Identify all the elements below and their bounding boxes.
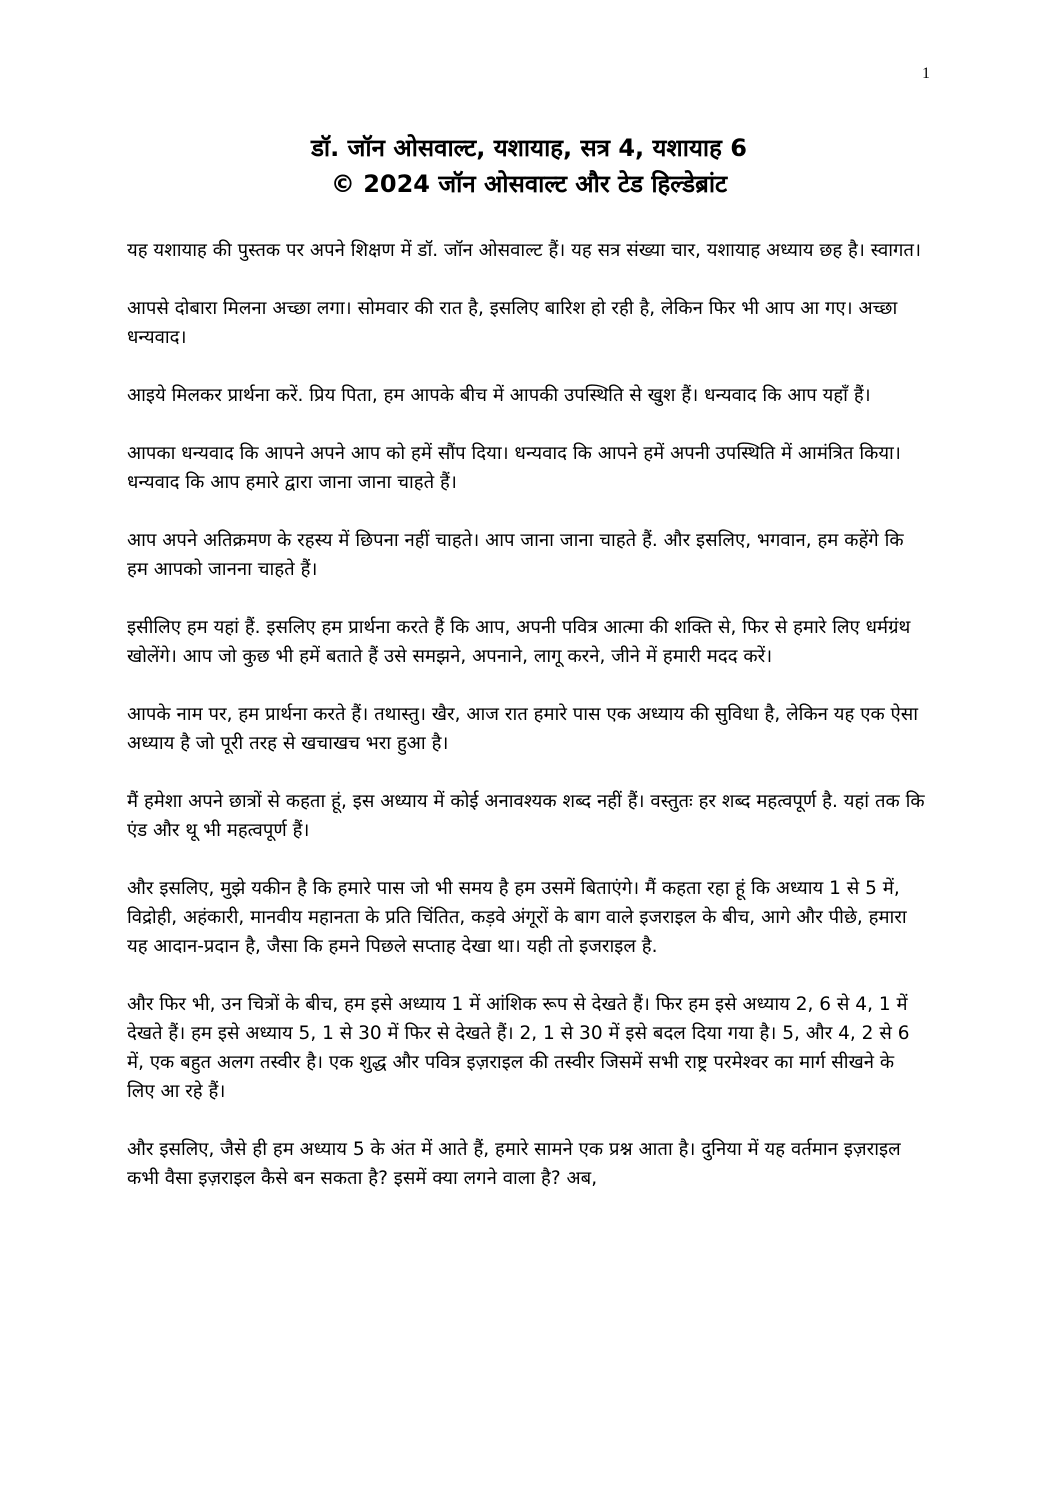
- paragraph: आपसे दोबारा मिलना अच्छा लगा। सोमवार की रात है, इसलिए बारिश हो रही है, लेकिन फिर भी आप आ गए। अच्छा धन्यवाद।: [127, 298, 898, 348]
- paragraph: आप अपने अतिक्रमण के रहस्य में छिपना नहीं चाहते। आप जाना जाना चाहते हैं. और इसलिए, भगवान, हम कहेंगे कि हम आपको जानना चाहते हैं।: [127, 530, 904, 580]
- paragraph: मैं हमेशा अपने छात्रों से कहता हूं, इस अध्याय में कोई अनावश्यक शब्द नहीं हैं। वस्तुतः हर शब्द महत्वपूर्ण है. यहां तक कि एंड और थू भी महत्वपूर्ण हैं।: [127, 791, 925, 841]
- paragraph: आइये मिलकर प्रार्थना करें. प्रिय पिता, हम आपके बीच में आपकी उपस्थिति से खुश हैं। धन्यवाद कि आप यहाँ हैं।: [127, 385, 871, 406]
- title-line-2: © 2024 जॉन ओसवाल्ट और टेड हिल्डेब्रांट: [330, 170, 728, 198]
- paragraph: इसीलिए हम यहां हैं. इसलिए हम प्रार्थना करते हैं कि आप, अपनी पवित्र आत्मा की शक्ति से, फिर से हमारे लिए धर्मग्रंथ खोलेंगे। आप जो कुछ भी हमें बताते हैं उसे समझने, अपनाने, लागू करने, जीने में हमारी मदद करें।: [127, 617, 911, 667]
- paragraph: आपका धन्यवाद कि आपने अपने आप को हमें सौंप दिया। धन्यवाद कि आपने हमें अपनी उपस्थिति में आमंत्रित किया। धन्यवाद कि आप हमारे द्वारा जाना जाना चाहते हैं।: [127, 443, 901, 493]
- paragraph: और इसलिए, जैसे ही हम अध्याय 5 के अंत में आते हैं, हमारे सामने एक प्रश्न आता है। दुनिया में यह वर्तमान इज़राइल कभी वैसा इज़राइल कैसे बन सकता है? इसमें क्या लगने वाला है? अब,: [127, 1139, 901, 1189]
- paragraph: और फिर भी, उन चित्रों के बीच, हम इसे अध्याय 1 में आंशिक रूप से देखते हैं। फिर हम इसे अध्याय 2, 6 से 4, 1 में देखते हैं। हम इसे अध्याय 5, 1 से 30 में फिर से देखते हैं। 2, 1 से 30 में इसे बदल दिया गया है। 5, और 4, 2 से 6 में, एक बहुत अलग तस्वीर है। एक शुद्ध और पवित्र इज़राइल की तस्वीर जिसमें सभी राष्ट्र परमेश्वर का मार्ग सीखने के लिए आ रहे हैं।: [127, 994, 910, 1102]
- paragraph: यह यशायाह की पुस्तक पर अपने शिक्षण में डॉ. जॉन ओसवाल्ट हैं। यह सत्र संख्या चार, यशायाह अध्याय छह है। स्वागत।: [127, 240, 921, 261]
- document-body: [127, 236, 927, 1222]
- page-number: 1: [922, 65, 930, 82]
- title-line-1: डॉ. जॉन ओसवाल्ट, यशायाह, सत्र 4, यशायाह 6: [311, 134, 747, 162]
- document-title: [0, 130, 1058, 202]
- paragraph: और इसलिए, मुझे यकीन है कि हमारे पास जो भी समय है हम उसमें बिताएंगे। मैं कहता रहा हूं कि अध्याय 1 से 5 में, विद्रोही, अहंकारी, मानवीय महानता के प्रति चिंतित, कड़वे अंगूरों के बाग वाले इजराइल के बीच, आगे और पीछे, हमारा यह आदान-प्रदान है, जैसा कि हमने पिछले सप्ताह देखा था। यही तो इजराइल है.: [127, 878, 907, 957]
- paragraph: आपके नाम पर, हम प्रार्थना करते हैं। तथास्तु। खैर, आज रात हमारे पास एक अध्याय की सुविधा है, लेकिन यह एक ऐसा अध्याय है जो पूरी तरह से खचाखच भरा हुआ है।: [127, 704, 919, 754]
